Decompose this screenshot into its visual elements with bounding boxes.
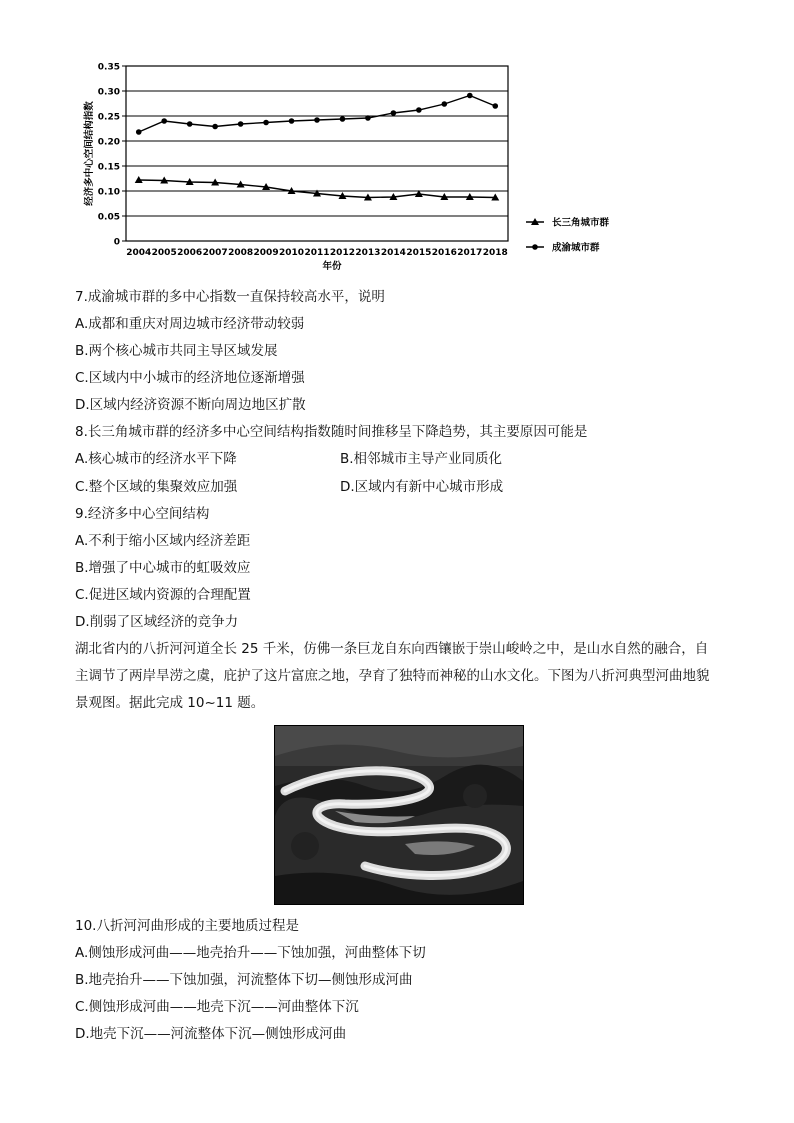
question-8-stem: 8.长三角城市群的经济多中心空间结构指数随时间推移呈下降趋势，其主要原因可能是	[75, 424, 588, 440]
question-10-option-b: B.地壳抬升——下蚀加强，河流整体下切—侧蚀形成河曲	[75, 972, 413, 988]
y-tick-label: 0.25	[97, 112, 120, 123]
question-7-option-a: A.成都和重庆对周边城市经济带动较弱	[75, 316, 305, 332]
chart-svg	[78, 52, 618, 282]
x-axis-label: 年份	[322, 261, 342, 272]
data-point-circle	[365, 115, 371, 121]
series-line-1	[139, 96, 496, 133]
x-tick-label: 2018	[482, 248, 508, 258]
data-point-circle	[314, 117, 320, 123]
x-tick-label: 2011	[304, 248, 330, 258]
data-point-circle	[136, 129, 142, 135]
question-7-option-b: B.两个核心城市共同主导区域发展	[75, 343, 278, 359]
x-tick-label: 2009	[253, 248, 279, 258]
question-10-option-d: D.地壳下沉——河流整体下沉—侧蚀形成河曲	[75, 1026, 347, 1042]
y-tick-label: 0	[113, 237, 120, 248]
question-9-option-c: C.促进区域内资源的合理配置	[75, 587, 251, 603]
question-9-option-d: D.削弱了区域经济的竞争力	[75, 614, 239, 630]
river-meander-photo	[274, 725, 524, 905]
x-tick-label: 2017	[457, 248, 483, 258]
x-tick-label: 2007	[202, 248, 228, 258]
y-tick-label: 0.10	[97, 187, 120, 198]
data-point-circle	[263, 120, 269, 126]
data-point-circle	[289, 118, 295, 124]
legend-label: 长三角城市群	[552, 217, 610, 229]
data-point-circle	[492, 103, 498, 109]
legend-label: 成渝城市群	[552, 242, 600, 254]
question-10-option-c: C.侧蚀形成河曲——地壳下沉——河曲整体下沉	[75, 999, 359, 1015]
x-tick-label: 2006	[177, 248, 203, 258]
question-9-option-b: B.增强了中心城市的虹吸效应	[75, 560, 251, 576]
legend-marker	[532, 244, 538, 250]
question-8-option-c: C.整个区域的集聚效应加强	[75, 479, 238, 495]
data-point-circle	[187, 121, 193, 127]
x-tick-label: 2005	[151, 248, 177, 258]
x-tick-label: 2004	[126, 248, 152, 258]
x-tick-label: 2010	[279, 248, 305, 258]
data-point-circle	[391, 110, 397, 116]
question-9-option-a: A.不利于缩小区域内经济差距	[75, 533, 251, 549]
data-point-circle	[238, 121, 244, 127]
question-10-option-a: A.侧蚀形成河曲——地壳抬升——下蚀加强，河曲整体下切	[75, 945, 426, 961]
y-tick-label: 0.35	[97, 62, 120, 73]
data-point-circle	[212, 124, 218, 130]
x-tick-label: 2012	[329, 248, 355, 258]
x-tick-label: 2013	[355, 248, 381, 258]
question-10-stem: 10.八折河河曲形成的主要地质过程是	[75, 918, 299, 934]
x-tick-label: 2008	[228, 248, 254, 258]
question-7-stem: 7.成渝城市群的多中心指数一直保持较高水平，说明	[75, 289, 385, 305]
plot-frame	[126, 66, 508, 241]
question-9-stem: 9.经济多中心空间结构	[75, 506, 210, 522]
question-8-option-a: A.核心城市的经济水平下降	[75, 451, 237, 467]
y-tick-label: 0.30	[97, 87, 120, 98]
data-point-circle	[442, 101, 448, 107]
y-tick-label: 0.15	[97, 162, 120, 173]
river-meander-image	[275, 726, 523, 904]
question-7-option-d: D.区域内经济资源不断向周边地区扩散	[75, 397, 306, 413]
line-chart	[78, 52, 618, 282]
reading-passage: 湖北省内的八折河河道全长 25 千米，仿佛一条巨龙自东向西镶嵌于崇山峻岭之中，是山水自然的融合，自主调节了两岸旱涝之虞，庇护了这片富庶之地，孕育了独特而神秘的山水文化。下图为八折河典型河曲地貌景观图。据此完成 10~11 题。	[75, 641, 710, 711]
question-8-option-d: D.区域内有新中心城市形成	[340, 479, 504, 495]
x-tick-label: 2014	[380, 248, 406, 258]
x-tick-label: 2016	[431, 248, 457, 258]
x-tick-label: 2015	[406, 248, 432, 258]
data-point-circle	[161, 118, 167, 124]
data-point-circle	[340, 116, 346, 122]
data-point-circle	[416, 107, 422, 113]
y-tick-label: 0.20	[97, 137, 120, 148]
data-point-circle	[467, 93, 473, 99]
question-8-option-b: B.相邻城市主导产业同质化	[340, 451, 503, 467]
question-7-option-c: C.区域内中小城市的经济地位逐渐增强	[75, 370, 305, 386]
y-tick-label: 0.05	[97, 212, 120, 223]
y-axis-label: 经济多中心空间结构指数	[84, 101, 95, 206]
